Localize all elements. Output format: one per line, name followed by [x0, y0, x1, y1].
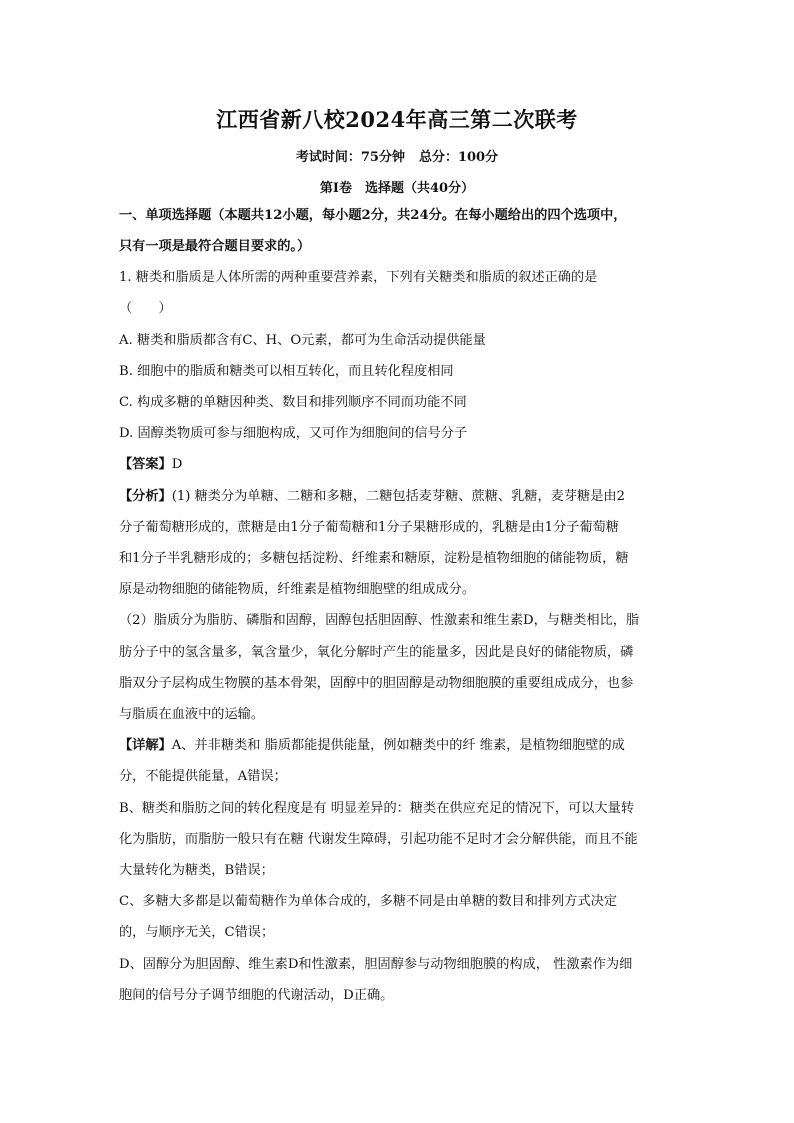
analysis-line-5: （2）脂质分为脂肪、磷脂和固醇，固醇包括胆固醇、性激素和维生素D，与糖类相比，脂	[119, 613, 640, 628]
analysis-text: (1) 糖类分为单糖、二糖和多糖，二糖包括麦芽糖、蔗糖、乳糖，麦芽糖是由2	[171, 489, 626, 504]
question-stem: 1. 糖类和脂质是人体所需的两种重要营养素，下列有关糖类和脂质的叙述正确的是	[119, 270, 598, 285]
explanation-line-2: 分，不能提供能量，A错误；	[119, 769, 287, 784]
analysis-line-3: 和1分子半乳糖形成的；多糖包括淀粉、纤维素和糖原，淀粉是植物细胞的储能物质，糖	[119, 551, 629, 566]
answer-line	[119, 456, 679, 474]
exam-info	[0, 146, 794, 165]
analysis-line-1	[119, 488, 679, 506]
answer-value: D	[171, 457, 183, 472]
analysis-line-2: 分子葡萄糖形成的，蔗糖是由1分子葡萄糖和1分子果糖形成的，乳糖是由1分子葡萄糖	[119, 520, 619, 535]
analysis-line-4: 原是动物细胞的储能物质，纤维素是植物细胞壁的组成成分。	[119, 582, 476, 597]
part-heading: 第Ⅰ卷 选择题（共40分）	[319, 181, 475, 196]
section-heading-line-2: 只有一项是最符合题目要求的。）	[119, 239, 311, 254]
explanation-line-9: 胞间的信号分子调节细胞的代谢活动，D正确。	[119, 988, 394, 1003]
question-stem-bracket: （ ）	[119, 301, 172, 316]
answer-tag: 【答案】	[119, 457, 172, 472]
exam-time: 考试时间：75分钟	[295, 150, 405, 165]
explanation-line-6: C、多糖大多都是以葡萄糖作为单体合成的，多糖不同是由单糖的数目和排列方式决定	[119, 894, 618, 909]
option-a: A. 糖类和脂质都含有C、H、O元素，都可为生命活动提供能量	[119, 333, 486, 348]
explanation-line-4: 化为脂肪，而脂肪一般只有在糖 代谢发生障碍，引起功能不足时才会分解供能，而且不能	[119, 832, 638, 847]
explanation-line-5: 大量转化为糖类，B错误；	[119, 863, 274, 878]
explanation-text: A、并非糖类和 脂质都能提供能量，例如糖类中的纤 维素，是植物细胞壁的成	[171, 738, 625, 753]
option-c: C. 构成多糖的单糖因种类、数目和排列顺序不同而功能不同	[119, 395, 467, 410]
analysis-line-7: 脂双分子层构成生物膜的基本骨架，固醇中的胆固醇是动物细胞膜的重要组成成分，也参	[119, 676, 634, 691]
explanation-line-8: D、固醇分为胆固醇、维生素D和性激素，胆固醇参与动物细胞膜的构成， 性激素作为细	[119, 957, 633, 972]
analysis-tag: 【分析】	[119, 489, 172, 504]
section-heading-line-1: 一、单项选择题（本题共12小题，每小题2分，共24分。在每小题给出的四个选项中，	[119, 208, 627, 223]
analysis-line-6: 肪分子中的氢含量多，氧含量少，氧化分解时产生的能量多，因此是良好的储能物质，磷	[119, 645, 634, 660]
exam-title: 江西省新八校2024年高三第二次联考	[216, 107, 578, 132]
explanation-line-7: 的，与顺序无关，C错误；	[119, 925, 275, 940]
total-score: 总分：100分	[418, 150, 499, 165]
explanation-tag: 【详解】	[119, 738, 172, 753]
option-b: B. 细胞中的脂质和糖类可以相互转化，而且转化程度相同	[119, 364, 454, 379]
analysis-line-8: 与脂质在血液中的运输。	[119, 707, 265, 722]
explanation-line-1	[119, 737, 679, 755]
explanation-line-3: B、糖类和脂肪之间的转化程度是有 明显差异的：糖类在供应充足的情况下，可以大量转	[119, 801, 635, 816]
option-d: D. 固醇类物质可参与细胞构成，又可作为细胞间的信号分子	[119, 426, 468, 441]
